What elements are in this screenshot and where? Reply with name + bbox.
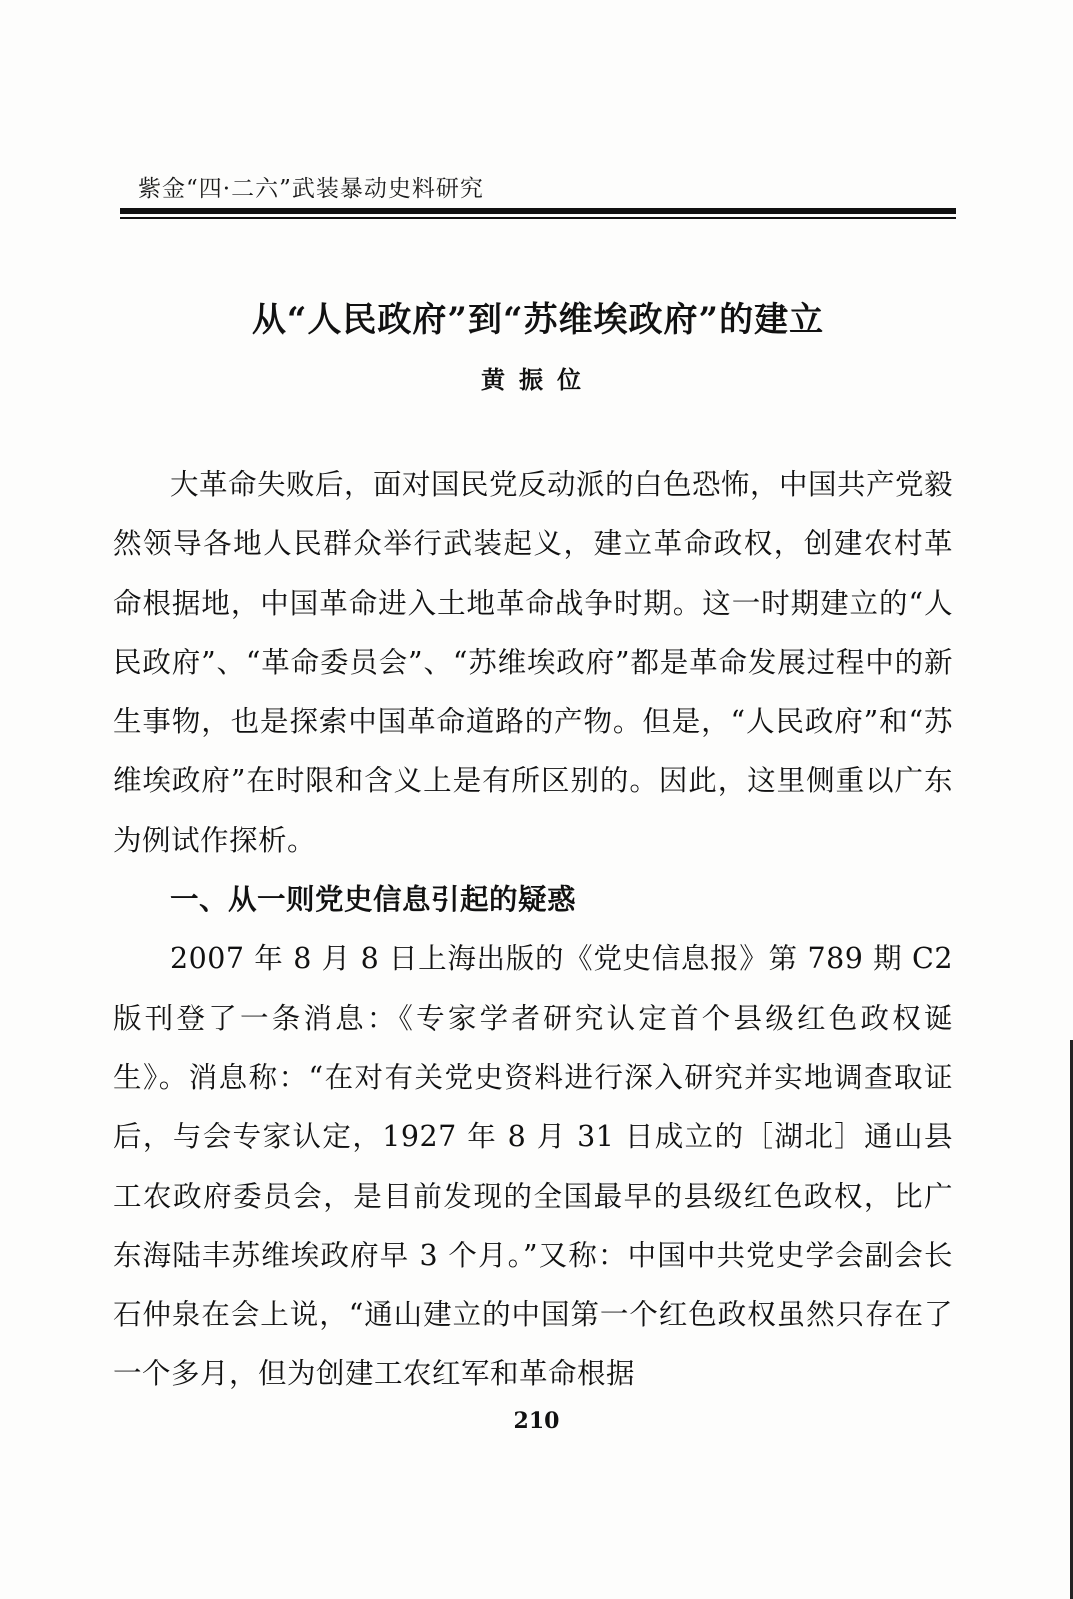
header-rule-thin	[120, 217, 956, 219]
article-title: 从“人民政府”到“苏维埃政府”的建立	[251, 300, 825, 340]
section-heading: 一、从一则党史信息引起的疑惑	[170, 882, 577, 917]
author-name: 黄振位	[481, 365, 595, 394]
article-body	[113, 455, 953, 1404]
page-number: 210	[513, 1408, 560, 1434]
paragraph: 2007 年 8 月 8 日上海出版的《党史信息报》第 789 期 C2 版刊登了一条消息：《专家学者研究认定首个县级红色政权诞生》。消息称：“在对有关党史资料进行深入研究并实地调查取证后，与会专家认定，1927 年 8 月 31 日成立的［湖北］通山县工农政府委员会，是目前发现的全国最早的县级红色政权，比广东海陆丰苏维埃政府早 3 个月。”又称：中国中共党史学会副会长石仲泉在会上说，“通山建立的中国第一个红色政权虽然只存在了一个多月，但为创建工农红军和革命根据	[113, 942, 953, 1391]
paragraph: 大革命失败后，面对国民党反动派的白色恐怖，中国共产党毅然领导各地人民群众举行武装起义，建立革命政权，创建农村革命根据地，中国革命进入土地革命战争时期。这一时期建立的“人民政府”、“革命委员会”、“苏维埃政府”都是革命发展过程中的新生事物，也是探索中国革命道路的产物。但是，“人民政府”和“苏维埃政府”在时限和含义上是有所区别的。因此，这里侧重以广东为例试作探析。	[113, 468, 954, 857]
running-header: 紫金“四·二六”武装暴动史料研究	[138, 176, 484, 202]
header-rule	[120, 208, 956, 214]
